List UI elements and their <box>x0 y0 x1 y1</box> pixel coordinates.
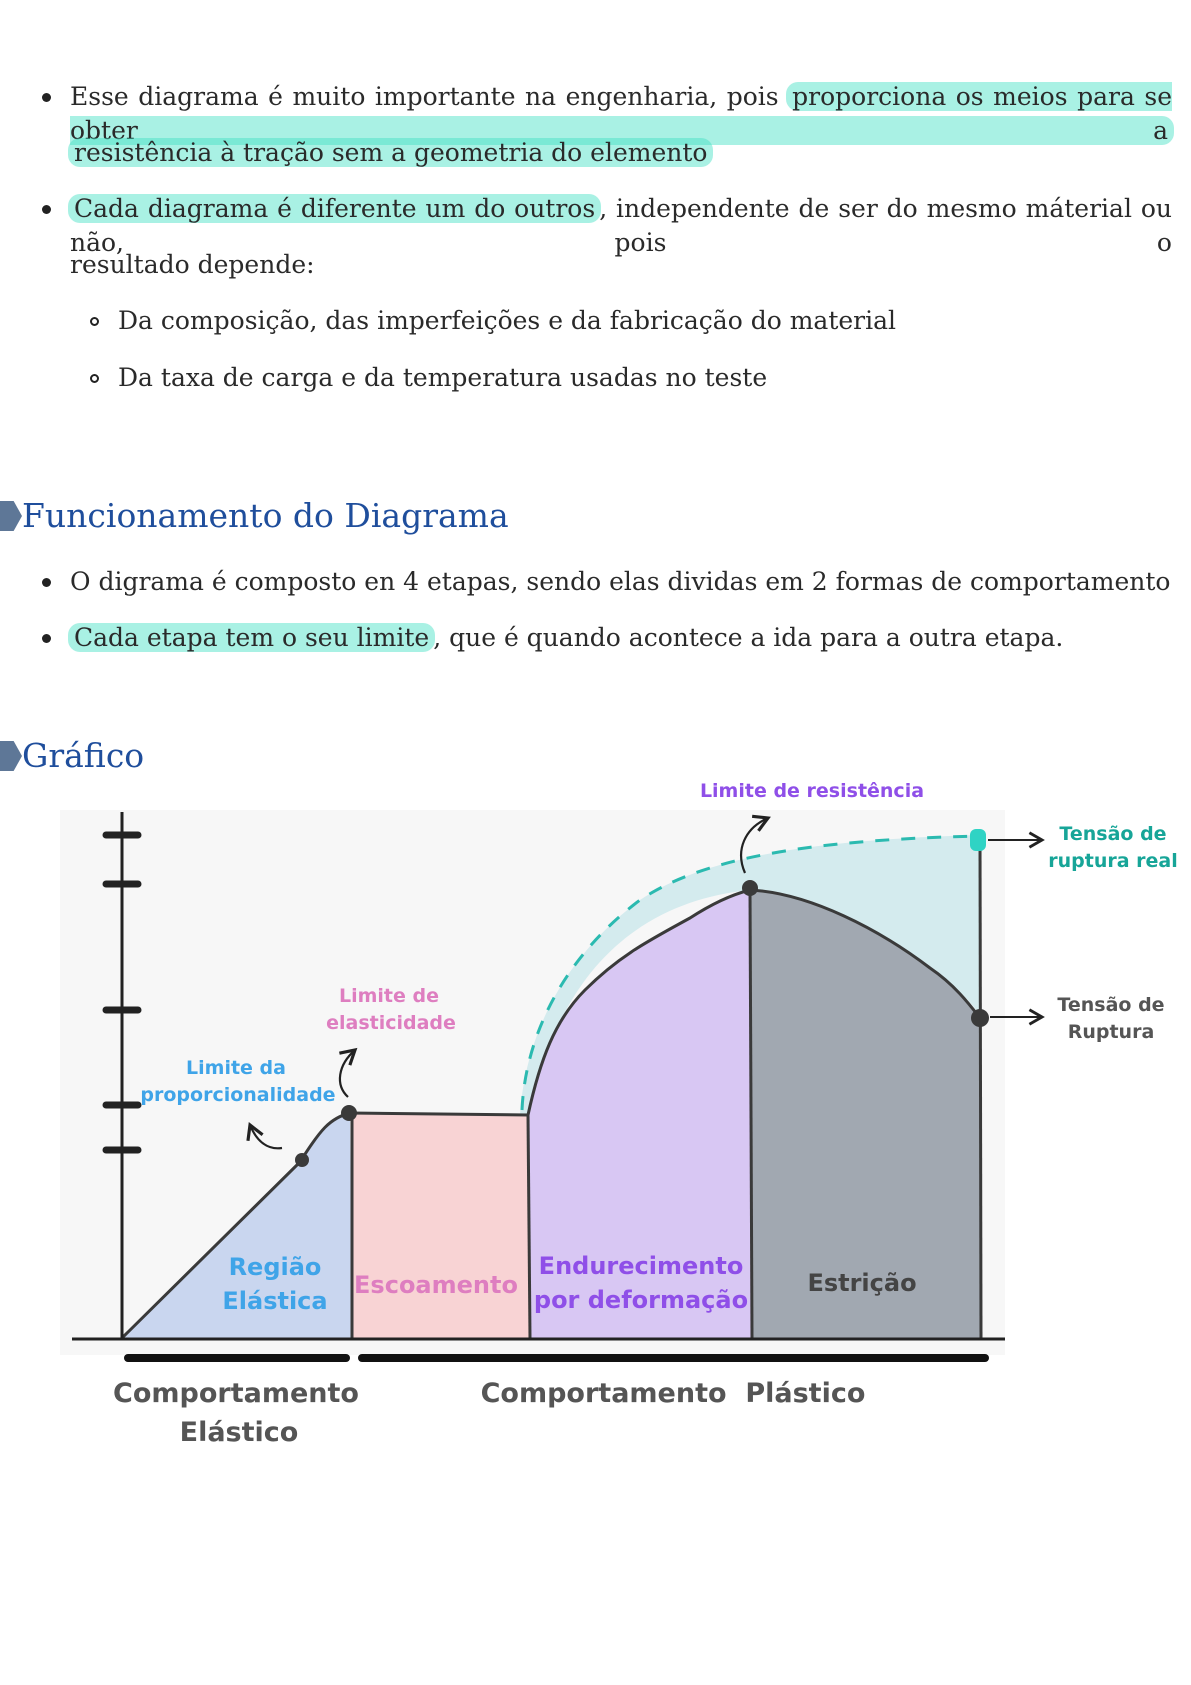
true-rupture-point <box>970 829 986 851</box>
proportional-limit-label: proporcionalidade <box>140 1084 336 1106</box>
section-1-bullet-2-text: , que é quando acontece a ida para a outra etapa. <box>433 623 1064 652</box>
yield-region <box>352 1113 530 1338</box>
divider-line <box>528 1115 530 1338</box>
sub-bullet-1: Da composição, das imperfeições e da fabricação do material <box>118 306 897 335</box>
yield-region-label: Escoamento <box>354 1271 518 1299</box>
rupture-label: Ruptura <box>1067 1021 1155 1043</box>
elastic-limit-point <box>341 1105 357 1121</box>
ultimate-strength-label: Limite de resistência <box>699 780 925 802</box>
bullet-1-text: Esse diagrama é muito importante na engenharia, pois <box>70 82 779 111</box>
divider-line <box>980 836 981 1338</box>
true-rupture-label: Tensão de <box>1059 823 1167 845</box>
proportional-limit-label: Limite da <box>186 1057 286 1079</box>
bullet-1-highlight-2: resistência à tração sem a geometria do elemento <box>68 138 713 167</box>
hardening-region-label: por deformação <box>533 1286 749 1314</box>
plastic-behavior-label: Comportamento Plástico <box>480 1378 866 1409</box>
bullet-2-highlight: Cada diagrama é diferente um do outros <box>68 194 601 223</box>
bullet-2-line-2: resultado depende: <box>70 250 315 279</box>
elastic-region-label: Elástica <box>222 1287 328 1315</box>
elastic-limit-label: Limite de <box>338 985 440 1007</box>
rupture-point <box>971 1009 989 1027</box>
hardening-region-label: Endurecimento <box>538 1252 744 1280</box>
elastic-limit-label: elasticidade <box>326 1012 456 1034</box>
necking-region-label: Estrição <box>807 1269 917 1297</box>
section-title-funcionamento: Funcionamento do Diagrama <box>22 496 509 535</box>
proportional-limit-point <box>295 1153 309 1167</box>
true-rupture-label: ruptura real <box>1048 850 1178 872</box>
elastic-behavior-label: Elástico <box>179 1417 299 1448</box>
sub-bullet-2: Da taxa de carga e da temperatura usadas no teste <box>118 363 768 392</box>
divider-line <box>750 890 752 1338</box>
bullet-2-text: , independente de ser do mesmo máterial ou não, pois o <box>70 194 1172 257</box>
elastic-region-label: Região <box>228 1253 322 1281</box>
rupture-label: Tensão de <box>1057 994 1165 1016</box>
section-title-grafico: Gráfico <box>22 736 145 775</box>
bullet-1-highlight: proporciona os meios para se obter a <box>70 82 1173 145</box>
ultimate-strength-point <box>742 880 758 896</box>
section-1-bullet-2-highlight: Cada etapa tem o seu limite <box>68 623 435 652</box>
elastic-behavior-label: Comportamento <box>113 1378 359 1409</box>
section-1-bullet-1: O digrama é composto en 4 etapas, sendo elas dividas em 2 formas de comportamento <box>70 567 1171 596</box>
